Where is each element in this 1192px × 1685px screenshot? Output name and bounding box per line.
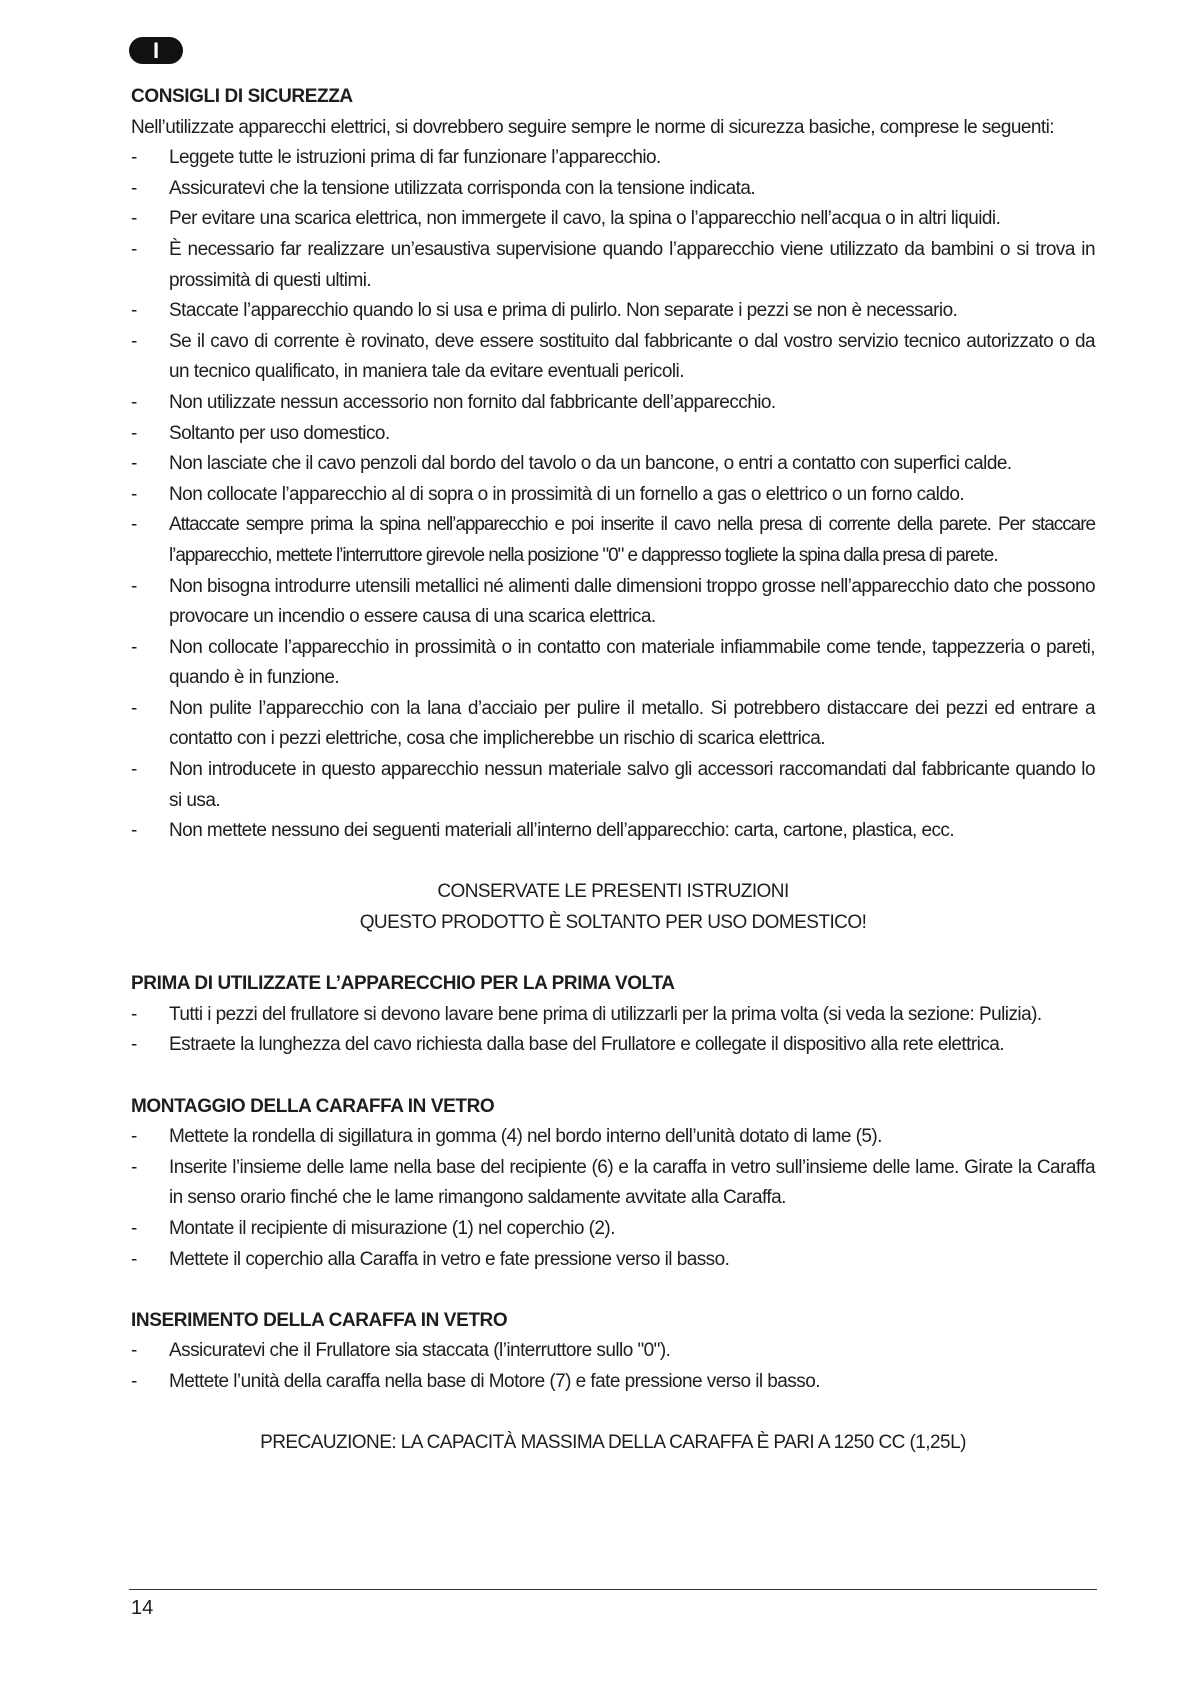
- assembly-section: [131, 1092, 1095, 1276]
- dash-bullet: -: [131, 1156, 137, 1178]
- notice-line: CONSERVATE LE PRESENTI ISTRUZIONI: [437, 881, 789, 903]
- dash-bullet: -: [131, 1248, 137, 1270]
- language-badge: I: [129, 37, 183, 64]
- list-item: - È necessario far realizzare un’esaustiva supervisione quando l’apparecchio viene utilizzato da bambini o si trova in prossimità di questi ultimi.: [131, 235, 1095, 296]
- dash-bullet: -: [131, 636, 137, 658]
- page-content: [131, 82, 1095, 1459]
- footer-divider: [129, 1589, 1097, 1590]
- dash-bullet: -: [131, 177, 137, 199]
- dash-bullet: -: [131, 514, 137, 536]
- dash-bullet: -: [131, 300, 137, 322]
- list-item: - Non mettete nessuno dei seguenti materiali all’interno dell’apparecchio: carta, cartone, plastica, ecc.: [131, 816, 1095, 847]
- notice-block: [131, 877, 1095, 938]
- dash-bullet: -: [131, 820, 137, 842]
- dash-bullet: -: [131, 575, 137, 597]
- dash-bullet: -: [131, 330, 137, 352]
- list-item: - Inserite l’insieme delle lame nella base del recipiente (6) e la caraffa in vetro sull’insieme delle lame. Girate la Caraffa in senso orario finché che le lame rimangono saldamente avvitate alla Caraffa.: [131, 1153, 1095, 1214]
- dash-bullet: -: [131, 147, 137, 169]
- list-item: - Non introducete in questo apparecchio nessun materiale salvo gli accessori raccomandati dal fabbricante quando lo si usa.: [131, 755, 1095, 816]
- assembly-list: [131, 1122, 1095, 1275]
- list-item: - Montate il recipiente di misurazione (1) nel coperchio (2).: [131, 1214, 1095, 1245]
- page-number: 14: [131, 1597, 154, 1619]
- list-item: - Mettete il coperchio alla Caraffa in vetro e fate pressione verso il basso.: [131, 1245, 1095, 1276]
- list-item: - Attaccate sempre prima la spina nell’apparecchio e poi inserite il cavo nella presa di corrente della parete. Per staccare l’apparecchio, mettete l’interruttore girevole nella posizione "0" e dappresso togliete la spina dalla presa di parete.: [131, 510, 1095, 571]
- section-intro: Nell’utilizzate apparecchi elettrici, si dovrebbero seguire sempre le norme di sicurezza basiche, comprese le seguenti:: [131, 116, 1055, 138]
- dash-bullet: -: [131, 697, 137, 719]
- dash-bullet: -: [131, 1370, 137, 1392]
- first-use-list: [131, 1000, 1095, 1061]
- dash-bullet: -: [131, 1034, 137, 1056]
- section-heading: MONTAGGIO DELLA CARAFFA IN VETRO: [131, 1095, 495, 1117]
- dash-bullet: -: [131, 453, 137, 475]
- list-item: - Non collocate l’apparecchio in prossimità o in contatto con materiale infiammabile come tende, tappezzeria o pareti, quando è in funzione.: [131, 633, 1095, 694]
- safety-list: [131, 143, 1095, 847]
- insertion-section: [131, 1306, 1095, 1398]
- list-item: - Assicuratevi che la tensione utilizzata corrisponda con la tensione indicata.: [131, 174, 1095, 205]
- dash-bullet: -: [131, 1126, 137, 1148]
- list-item: - Non utilizzate nessun accessorio non fornito dal fabbricante dell’apparecchio.: [131, 388, 1095, 419]
- safety-section: [131, 82, 1095, 847]
- insertion-list: [131, 1336, 1095, 1397]
- list-item: - Soltanto per uso domestico.: [131, 419, 1095, 450]
- caution-note: PRECAUZIONE: LA CAPACITÀ MASSIMA DELLA CARAFFA È PARI A 1250 CC (1,25L): [260, 1432, 966, 1454]
- dash-bullet: -: [131, 483, 137, 505]
- list-item: - Leggete tutte le istruzioni prima di far funzionare l’apparecchio.: [131, 143, 1095, 174]
- dash-bullet: -: [131, 759, 137, 781]
- dash-bullet: -: [131, 208, 137, 230]
- list-item: - Se il cavo di corrente è rovinato, deve essere sostituito dal fabbricante o dal vostro servizio tecnico autorizzato o da un tecnico qualificato, in maniera tale da evitare eventuali pericoli.: [131, 327, 1095, 388]
- dash-bullet: -: [131, 238, 137, 260]
- list-item: - Mettete l’unità della caraffa nella base di Motore (7) e fate pressione verso il basso.: [131, 1367, 1095, 1398]
- dash-bullet: -: [131, 1003, 137, 1025]
- dash-bullet: -: [131, 1340, 137, 1362]
- list-item: - Non lasciate che il cavo penzoli dal bordo del tavolo o da un bancone, o entri a contatto con superfici calde.: [131, 449, 1095, 480]
- notice-line: QUESTO PRODOTTO È SOLTANTO PER USO DOMESTICO!: [359, 912, 867, 934]
- list-item: - Tutti i pezzi del frullatore si devono lavare bene prima di utilizzarli per la prima volta (si veda la sezione: Pulizia).: [131, 1000, 1095, 1031]
- dash-bullet: -: [131, 1217, 137, 1239]
- list-item: - Non bisogna introdurre utensili metallici né alimenti dalle dimensioni troppo grosse nell’apparecchio dato che possono provocare un incendio o essere causa di una scarica elettrica.: [131, 572, 1095, 633]
- list-item: - Assicuratevi che il Frullatore sia staccata (l’interruttore sullo "0").: [131, 1336, 1095, 1367]
- section-heading: PRIMA DI UTILIZZATE L’APPARECCHIO PER LA PRIMA VOLTA: [131, 973, 675, 995]
- first-use-section: [131, 969, 1095, 1061]
- section-heading: INSERIMENTO DELLA CARAFFA IN VETRO: [131, 1309, 508, 1331]
- list-item: - Estraete la lunghezza del cavo richiesta dalla base del Frullatore e collegate il dispositivo alla rete elettrica.: [131, 1030, 1095, 1061]
- dash-bullet: -: [131, 391, 137, 413]
- list-item: - Staccate l’apparecchio quando lo si usa e prima di pulirlo. Non separate i pezzi se non è necessario.: [131, 296, 1095, 327]
- list-item: - Mettete la rondella di sigillatura in gomma (4) nel bordo interno dell’unità dotato di lame (5).: [131, 1122, 1095, 1153]
- list-item: - Non pulite l’apparecchio con la lana d’acciaio per pulire il metallo. Si potrebbero distaccare dei pezzi ed entrare a contatto con i pezzi elettriche, cosa che implicherebbe un rischio di scarica elettrica.: [131, 694, 1095, 755]
- dash-bullet: -: [131, 422, 137, 444]
- section-heading: CONSIGLI DI SICUREZZA: [131, 86, 353, 107]
- list-item: - Per evitare una scarica elettrica, non immergete il cavo, la spina o l’apparecchio nell’acqua o in altri liquidi.: [131, 204, 1095, 235]
- list-item: - Non collocate l’apparecchio al di sopra o in prossimità di un fornello a gas o elettrico o un forno caldo.: [131, 480, 1095, 511]
